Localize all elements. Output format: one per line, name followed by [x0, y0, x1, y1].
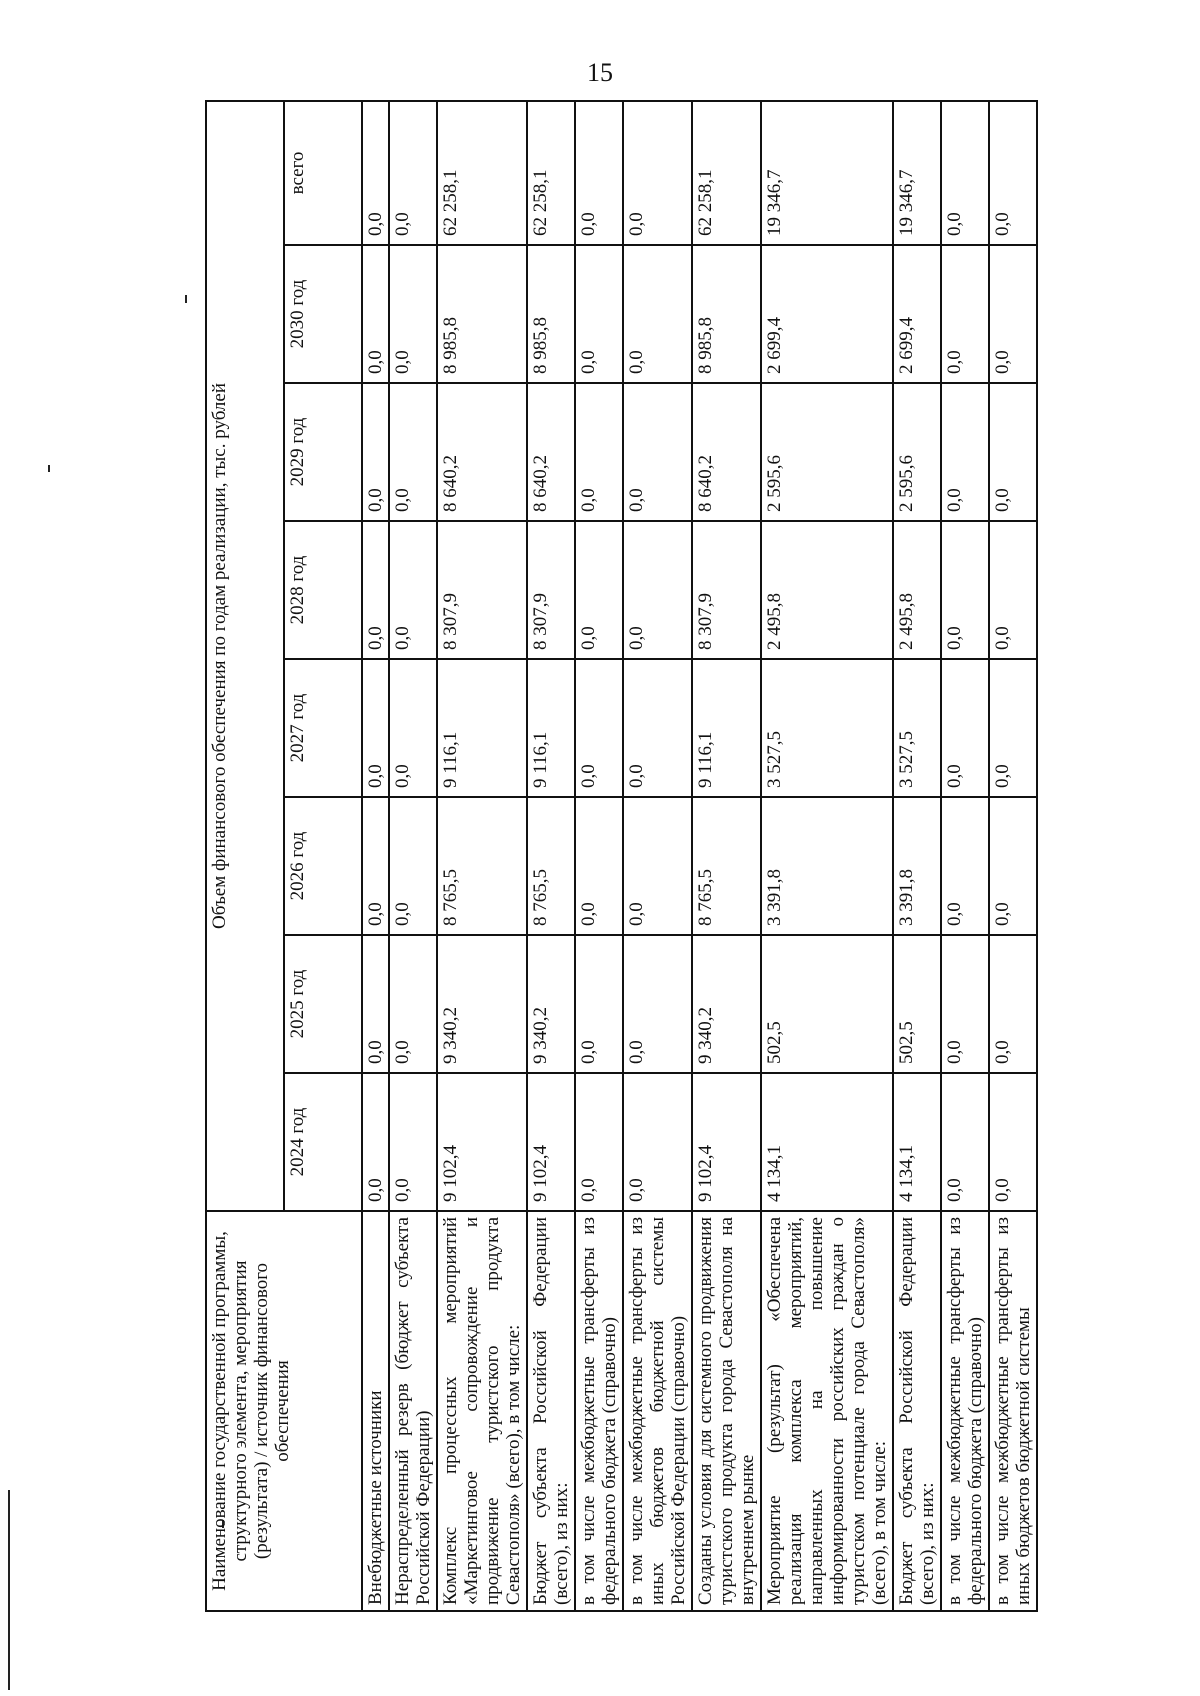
cell-value: 0,0	[575, 521, 623, 659]
cell-value: 0,0	[989, 521, 1037, 659]
cell-value: 0,0	[389, 521, 437, 659]
table-row	[989, 101, 1037, 1611]
cell-value: 0,0	[989, 797, 1037, 935]
cell-value: 0,0	[389, 797, 437, 935]
scan-mark	[48, 465, 50, 472]
column-header-year: 2030 год	[284, 245, 362, 383]
cell-value: 8 307,9	[692, 521, 761, 659]
cell-value: 0,0	[362, 383, 389, 521]
table-row	[692, 101, 761, 1611]
row-name: в том числе межбюджетные трансферты из федерального бюджета (справочно)	[575, 1211, 623, 1611]
column-header-year: 2026 год	[284, 797, 362, 935]
financing-table	[205, 100, 1038, 1612]
cell-value: 9 116,1	[437, 659, 527, 797]
cell-value: 0,0	[941, 245, 989, 383]
cell-value: 8 307,9	[437, 521, 527, 659]
cell-value: 9 340,2	[437, 935, 527, 1073]
cell-value: 0,0	[941, 1073, 989, 1211]
cell-value: 8 307,9	[527, 521, 575, 659]
table-row	[389, 101, 437, 1611]
row-name: Мероприятие (результат) «Обеспечена реализация комплекса мероприятий, направленных на повышение информированности российских граждан о туристском потенциале города Севастополя» (всего), в том числе:	[761, 1211, 893, 1611]
column-header-total: всего	[284, 101, 362, 245]
cell-value: 0,0	[362, 521, 389, 659]
row-name: Бюджет субъекта Российской Федерации (всего), из них:	[893, 1211, 941, 1611]
cell-value: 0,0	[941, 521, 989, 659]
cell-value: 2 595,6	[893, 383, 941, 521]
cell-value: 0,0	[623, 521, 692, 659]
cell-value: 8 640,2	[527, 383, 575, 521]
cell-total: 0,0	[989, 101, 1037, 245]
cell-value: 0,0	[362, 659, 389, 797]
row-name: в том числе межбюджетные трансферты из иных бюджетов бюджетной системы	[989, 1211, 1037, 1611]
row-name: Комплекс процессных мероприятий «Маркетинговое сопровождение и продвижение туристского продукта Севастополя» (всего), в том числе:	[437, 1211, 527, 1611]
cell-value: 3 527,5	[893, 659, 941, 797]
cell-value: 3 391,8	[893, 797, 941, 935]
row-name: в том числе межбюджетные трансферты из иных бюджетов бюджетной системы Российской Федерации (справочно)	[623, 1211, 692, 1611]
cell-value: 9 116,1	[692, 659, 761, 797]
cell-total: 0,0	[362, 101, 389, 245]
cell-total: 62 258,1	[527, 101, 575, 245]
cell-value: 0,0	[389, 383, 437, 521]
cell-value: 0,0	[389, 935, 437, 1073]
cell-value: 8 640,2	[437, 383, 527, 521]
row-name: Созданы условия для системного продвижения туристского продукта города Севастополя на внутреннем рынке	[692, 1211, 761, 1611]
cell-value: 0,0	[941, 659, 989, 797]
rotated-table-container	[205, 102, 1135, 1612]
cell-value: 0,0	[989, 659, 1037, 797]
table-row	[941, 101, 989, 1611]
cell-value: 0,0	[575, 383, 623, 521]
cell-value: 8 765,5	[692, 797, 761, 935]
cell-value: 9 340,2	[527, 935, 575, 1073]
row-name: Нераспределенный резерв (бюджет субъекта Российской Федерации)	[389, 1211, 437, 1611]
cell-value: 2 699,4	[761, 245, 893, 383]
column-header-year: 2028 год	[284, 521, 362, 659]
cell-value: 0,0	[941, 383, 989, 521]
cell-value: 9 340,2	[692, 935, 761, 1073]
cell-value: 0,0	[623, 659, 692, 797]
cell-value: 0,0	[362, 1073, 389, 1211]
column-header-year: 2027 год	[284, 659, 362, 797]
cell-value: 0,0	[575, 1073, 623, 1211]
cell-value: 2 699,4	[893, 245, 941, 383]
row-name: Внебюджетные источники	[362, 1211, 389, 1611]
column-header-year: 2029 год	[284, 383, 362, 521]
cell-value: 0,0	[362, 935, 389, 1073]
cell-value: 8 765,5	[527, 797, 575, 935]
cell-value: 0,0	[389, 659, 437, 797]
scan-mark	[185, 295, 187, 303]
scan-mark	[8, 1490, 10, 1690]
cell-value: 0,0	[989, 245, 1037, 383]
cell-value: 0,0	[362, 797, 389, 935]
cell-total: 19 346,7	[893, 101, 941, 245]
cell-value: 8 640,2	[692, 383, 761, 521]
cell-value: 8 985,8	[437, 245, 527, 383]
table-row	[527, 101, 575, 1611]
cell-value: 0,0	[623, 383, 692, 521]
cell-value: 0,0	[575, 935, 623, 1073]
cell-value: 2 495,8	[761, 521, 893, 659]
page-number: 15	[587, 58, 613, 87]
cell-value: 9 102,4	[692, 1073, 761, 1211]
cell-value: 0,0	[575, 659, 623, 797]
cell-value: 0,0	[389, 1073, 437, 1211]
cell-value: 0,0	[989, 383, 1037, 521]
table-row	[761, 101, 893, 1611]
column-header-name: Наименование государственной программы, структурного элемента, мероприятия (результата) / источник финансового обеспечения	[206, 1211, 362, 1611]
table-row	[623, 101, 692, 1611]
cell-value: 4 134,1	[761, 1073, 893, 1211]
cell-value: 0,0	[575, 797, 623, 935]
cell-value: 0,0	[362, 245, 389, 383]
cell-total: 19 346,7	[761, 101, 893, 245]
cell-total: 0,0	[941, 101, 989, 245]
cell-value: 0,0	[623, 245, 692, 383]
cell-value: 0,0	[941, 935, 989, 1073]
cell-value: 8 985,8	[692, 245, 761, 383]
cell-value: 0,0	[575, 245, 623, 383]
cell-value: 8 985,8	[527, 245, 575, 383]
cell-value: 2 495,8	[893, 521, 941, 659]
cell-value: 9 116,1	[527, 659, 575, 797]
table-row	[575, 101, 623, 1611]
table-row	[437, 101, 527, 1611]
cell-value: 0,0	[623, 797, 692, 935]
column-header-year: 2025 год	[284, 935, 362, 1073]
cell-value: 8 765,5	[437, 797, 527, 935]
cell-value: 0,0	[623, 935, 692, 1073]
cell-total: 0,0	[389, 101, 437, 245]
table-row	[893, 101, 941, 1611]
cell-value: 4 134,1	[893, 1073, 941, 1211]
cell-value: 3 391,8	[761, 797, 893, 935]
cell-total: 0,0	[623, 101, 692, 245]
cell-value: 9 102,4	[437, 1073, 527, 1211]
row-name: Бюджет субъекта Российской Федерации (всего), из них:	[527, 1211, 575, 1611]
row-name: в том числе межбюджетные трансферты из федерального бюджета (справочно)	[941, 1211, 989, 1611]
cell-total: 62 258,1	[692, 101, 761, 245]
cell-total: 0,0	[575, 101, 623, 245]
cell-value: 0,0	[623, 1073, 692, 1211]
column-header-year: 2024 год	[284, 1073, 362, 1211]
column-header-volume: Объем финансового обеспечения по годам реализации, тыс. рублей	[206, 101, 284, 1211]
table-header-row	[206, 101, 284, 1611]
cell-value: 0,0	[941, 797, 989, 935]
cell-value: 0,0	[989, 935, 1037, 1073]
cell-value: 502,5	[761, 935, 893, 1073]
cell-value: 2 595,6	[761, 383, 893, 521]
cell-value: 3 527,5	[761, 659, 893, 797]
table-row	[362, 101, 389, 1611]
cell-value: 502,5	[893, 935, 941, 1073]
cell-value: 0,0	[389, 245, 437, 383]
cell-total: 62 258,1	[437, 101, 527, 245]
cell-value: 0,0	[989, 1073, 1037, 1211]
cell-value: 9 102,4	[527, 1073, 575, 1211]
